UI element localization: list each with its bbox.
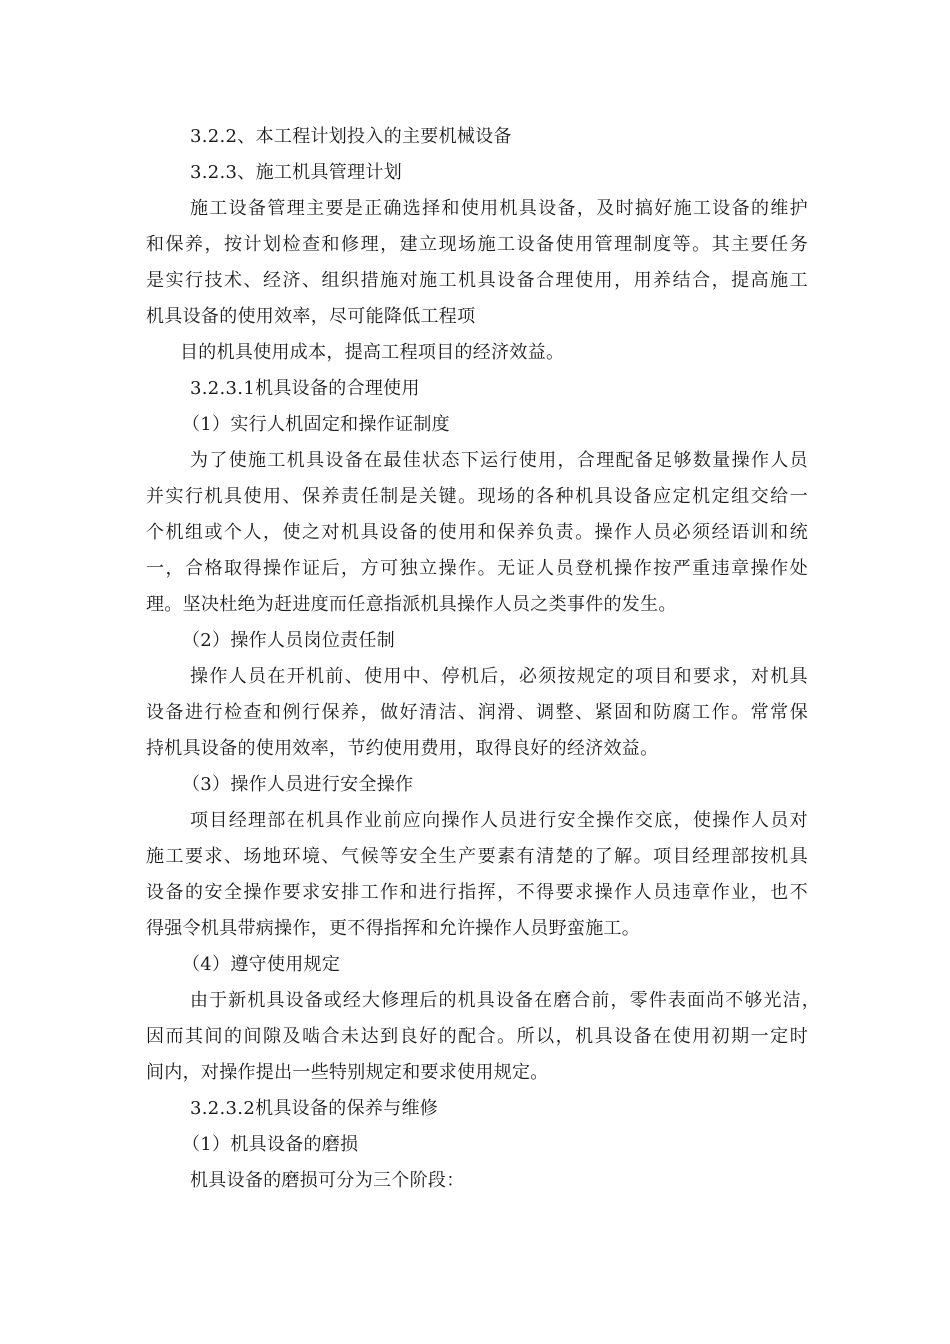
- section-heading-3-2-3: 3.2.3、施工机具管理计划: [190, 162, 402, 183]
- subsection-heading-3-2-3-1: 3.2.3.1机具设备的合理使用: [190, 378, 420, 399]
- paragraph-line: 得强令机具带病操作，更不得指挥和允许操作人员野蛮施工。: [146, 918, 641, 939]
- item-heading-3: （3）操作人员进行安全操作: [182, 774, 414, 795]
- paragraph-line: 个机组或个人，使之对机具设备的使用和保养负责。操作人员必须经语训和统: [146, 522, 808, 543]
- paragraph-line: 间内，对操作提出一些特别规定和要求使用规定。: [146, 1062, 549, 1083]
- paragraph-line: 项目经理部在机具作业前应向操作人员进行安全操作交底，使操作人员对: [190, 810, 808, 831]
- item-heading-2: （2）操作人员岗位责任制: [182, 630, 396, 651]
- paragraph-line: 持机具设备的使用效率，节约使用费用，取得良好的经济效益。: [146, 738, 659, 759]
- paragraph-line: 施工设备管理主要是正确选择和使用机具设备，及时搞好施工设备的维护: [190, 198, 808, 219]
- paragraph-line: 并实行机具使用、保养责任制是关键。现场的各种机具设备应定机定组交给一: [146, 486, 808, 507]
- item-heading-1b: （1）机具设备的磨损: [182, 1134, 359, 1155]
- paragraph-line: 目的机具使用成本，提高工程项目的经济效益。: [180, 342, 565, 363]
- paragraph-line: 是实行技术、经济、组织措施对施工机具设备合理使用，用养结合，提高施工: [146, 270, 808, 291]
- paragraph-line: 设备进行检查和例行保养，做好清洁、润滑、调整、紧固和防腐工作。常常保: [146, 702, 808, 723]
- section-heading-3-2-2: 3.2.2、本工程计划投入的主要机械设备: [190, 126, 512, 147]
- paragraph-line: 设备的安全操作要求安排工作和进行指挥，不得要求操作人员违章作业，也不: [146, 882, 808, 903]
- paragraph-line: 为了使施工机具设备在最佳状态下运行使用，合理配备足够数量操作人员: [190, 450, 808, 471]
- paragraph-line: 施工要求、场地环境、气候等安全生产要素有清楚的了解。项目经理部按机具: [146, 846, 808, 867]
- paragraph-line: 和保养，按计划检查和修理，建立现场施工设备使用管理制度等。其主要任务: [146, 234, 808, 255]
- paragraph-line: 因而其间的间隙及啮合未达到良好的配合。所以，机具设备在使用初期一定时: [146, 1026, 808, 1047]
- item-heading-1: （1）实行人机固定和操作证制度: [182, 414, 450, 435]
- item-heading-4: （4）遵守使用规定: [182, 954, 341, 975]
- paragraph-line: 由于新机具设备或经大修理后的机具设备在磨合前，零件表面尚不够光洁，: [190, 990, 820, 1011]
- subsection-heading-3-2-3-2: 3.2.3.2机具设备的保养与维修: [190, 1098, 439, 1119]
- paragraph-line: 理。坚决杜绝为赶进度而任意指派机具操作人员之类事件的发生。: [146, 594, 677, 615]
- paragraph-line: 一，合格取得操作证后，方可独立操作。无证人员登机操作按严重违章操作处: [146, 558, 808, 579]
- paragraph-line: 机具设备的磨损可分为三个阶段：: [190, 1170, 465, 1191]
- paragraph-line: 机具设备的使用效率，尽可能降低工程项: [146, 306, 476, 327]
- paragraph-line: 操作人员在开机前、使用中、停机后，必须按规定的项目和要求，对机具: [190, 666, 808, 687]
